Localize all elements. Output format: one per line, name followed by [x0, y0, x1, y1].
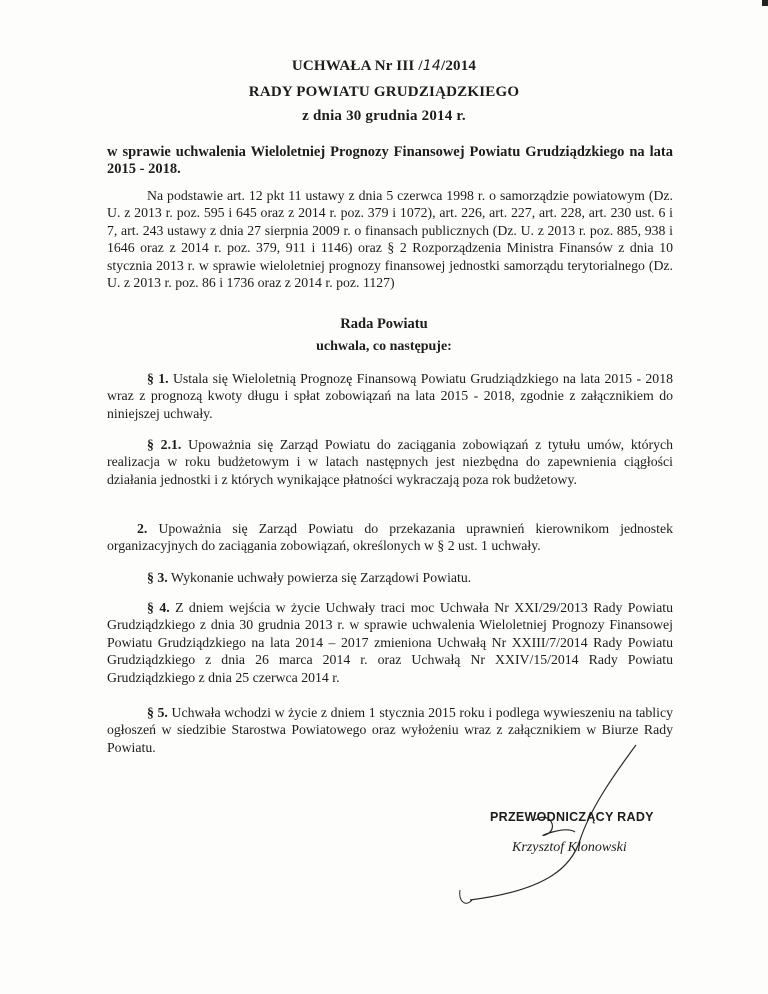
preamble: Na podstawie art. 12 pkt 11 ustawy z dnia 5 czerwca 1998 r. o samorządzie powiatowym (Dz. U. z 2013 r. poz. 595 i 645 oraz z 2014 r. poz. 379 i 1072), art. 226, art. 227, art. 228, art. 230 ust. 6 i 7, art. 243 ustawy z dnia 27 sierpnia 2009 r. o finansach publicznych (Dz. U. z 2013 r. poz. 885, 938 i 1646 oraz z 2014 r. poz. 379, 911 i 1146) oraz § 2 Rozporządzenia Ministra Finansów z dnia 10 stycznia 2013 r. w sprawie wieloletniej prognozy finansowej jednostki samorządu terytorialnego (Dz. U. z 2013 r. poz. 86 i 1736 oraz z 2014 r. poz. 1127): [107, 188, 673, 291]
resolution-date: z dnia 30 grudnia 2014 r.: [302, 108, 466, 124]
section-3: § 3. Wykonanie uchwały powierza się Zarządowi Powiatu.: [147, 570, 472, 585]
handwritten-number: 14: [422, 58, 441, 74]
chairman-stamp: PRZEWODNICZĄCY RADY: [490, 810, 654, 824]
section-2-2: 2. Upoważnia się Zarząd Powiatu do przekazania uprawnień kierownikom jednostek organizacyjnych do zaciągania zobowiązań, określonych w § 2 ust. 1 uchwały.: [107, 521, 674, 554]
council-heading: Rada Powiatu: [340, 316, 428, 332]
section-4: § 4. Z dniem wejścia w życie Uchwały traci moc Uchwała Nr XXI/29/2013 Rady Powiatu Grudziądzkiego z dnia 30 grudnia 2013 r. w sprawie uchwalenia Wieloletniej Prognozy Finansowej Powiatu Grudziądzkiego na lata 2014 – 2017 zmieniona Uchwałą Nr XXIII/7/2014 Rady Powiatu Grudziądzkiego z dnia 26 marca 2014 r. oraz Uchwałą Nr XXIV/15/2014 Rady Powiatu Grudziądzkiego z dnia 25 czerwca 2014 r.: [107, 600, 674, 685]
section-5: § 5. Uchwała wchodzi w życie z dniem 1 stycznia 2015 roku i podlega wywieszeniu na tablicy ogłoszeń w siedzibie Starostwa Powiatowego oraz wyłożeniu wraz z załącznikiem w Biurze Rady Powiatu.: [107, 705, 673, 755]
chairman-name: Krzysztof Klonowski: [512, 840, 627, 855]
section-1: § 1. Ustala się Wieloletnią Prognozę Finansową Powiatu Grudziądzkiego na lata 2015 - 2018 wraz z prognozą kwoty długu i spłat zobowiązań na lata 2015 - 2018, zgodnie z załącznikiem do niniejszej uchwały.: [107, 371, 673, 421]
resolution-number: UCHWAŁA Nr III /14/2014: [291, 58, 477, 74]
handwritten-signature: [440, 740, 660, 910]
section-2-1: § 2.1. Upoważnia się Zarząd Powiatu do zaciągania zobowiązań z tytułu umów, których realizacja w roku budżetowym i w latach następnych jest niezbędna do zapewnienia ciągłości działania jednostki i z których wynikające płatności wykraczają poza rok budżetowy.: [107, 437, 673, 487]
resolution-subject: w sprawie uchwalenia Wieloletniej Prognozy Finansowej Powiatu Grudziądzkiego na lata 2015 - 2018.: [107, 144, 673, 177]
council-name: RADY POWIATU GRUDZIĄDZKIEGO: [248, 84, 520, 100]
scan-edge-mark: [762, 0, 768, 6]
council-decides: uchwala, co następuje:: [316, 339, 452, 354]
